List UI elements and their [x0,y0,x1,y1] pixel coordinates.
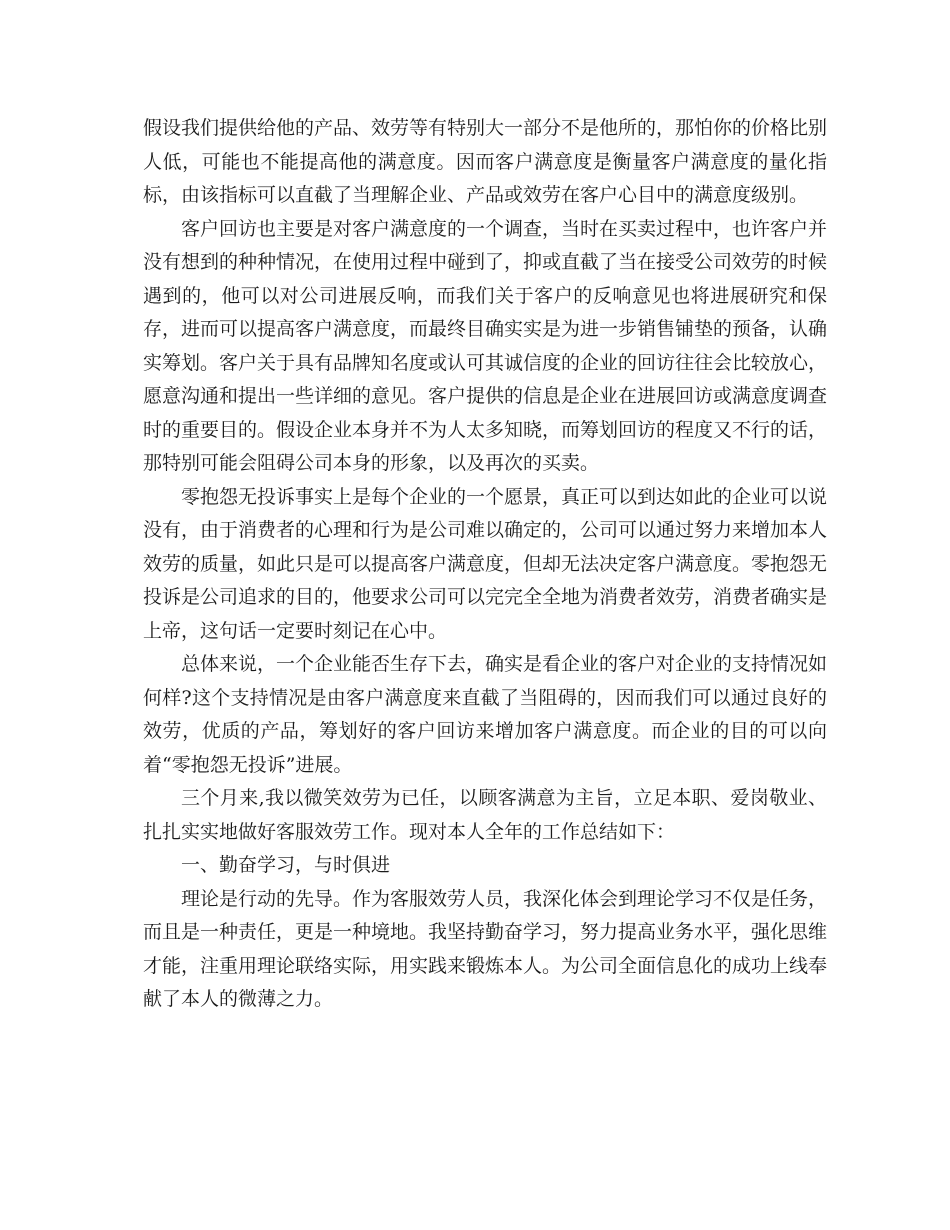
paragraph-6: 理论是行动的先导。作为客服效劳人员，我深化体会到理论学习不仅是任务，而且是一种责任，更是一种境地。我坚持勤奋学习，努力提高业务水平，强化思维才能，注重用理论联络实际，用实践来锻炼本人。为公司全面信息化的成功上线奉献了本人的微薄之力。 [143,887,828,1010]
paragraph-3: 零抱怨无投诉事实上是每个企业的一个愿景，真正可以到达如此的企业可以说没有，由于消费者的心理和行为是公司难以确定的，公司可以通过努力来增加本人效劳的质量，如此只是可以提高客户满意度，但却无法决定客户满意度。零抱怨无投诉是公司追求的目的，他要求公司可以完完全全地为消费者效劳，消费者确实是上帝，这句话一定要时刻记在心中。 [143,485,828,642]
document-body [143,112,827,1017]
paragraph-4: 总体来说，一个企业能否生存下去，确实是看企业的客户对企业的支持情况如何样?这个支持情况是由客户满意度来直截了当阻碍的，因而我们可以通过良好的效劳，优质的产品，筹划好的客户回访来增加客户满意度。而企业的目的可以向着“零抱怨无投诉”进展。 [143,653,828,776]
paragraph-1: 假设我们提供给他的产品、效劳等有特别大一部分不是他所的，那怕你的价格比别人低，可能也不能提高他的满意度。因而客户满意度是衡量客户满意度的量化指标，由该指标可以直截了当理解企业、产品或效劳在客户心目中的满意度级别。 [143,117,828,206]
section-heading-1: 一、勤奋学习，与时俱进 [181,854,391,876]
paragraph-2: 客户回访也主要是对客户满意度的一个调查，当时在买卖过程中，也许客户并没有想到的种种情况，在使用过程中碰到了，抑或直截了当在接受公司效劳的时候遇到的，他可以对公司进展反响，而我们关于客户的反响意见也将进展研究和保存，进而可以提高客户满意度，而最终目确实实是为进一步销售铺垫的预备，认确实筹划。客户关于具有品牌知名度或认可其诚信度的企业的回访往往会比较放心，愿意沟通和提出一些详细的意见。客户提供的信息是企业在进展回访或满意度调查时的重要目的。假设企业本身并不为人太多知晓，而筹划回访的程度又不行的话，那特别可能会阻碍公司本身的形象，以及再次的买卖。 [143,217,828,474]
paragraph-5: 三个月来,我以微笑效劳为已任，以顾客满意为主旨，立足本职、爱岗敬业、扎扎实实地做好客服效劳工作。现对本人全年的工作总结如下： [143,787,827,843]
